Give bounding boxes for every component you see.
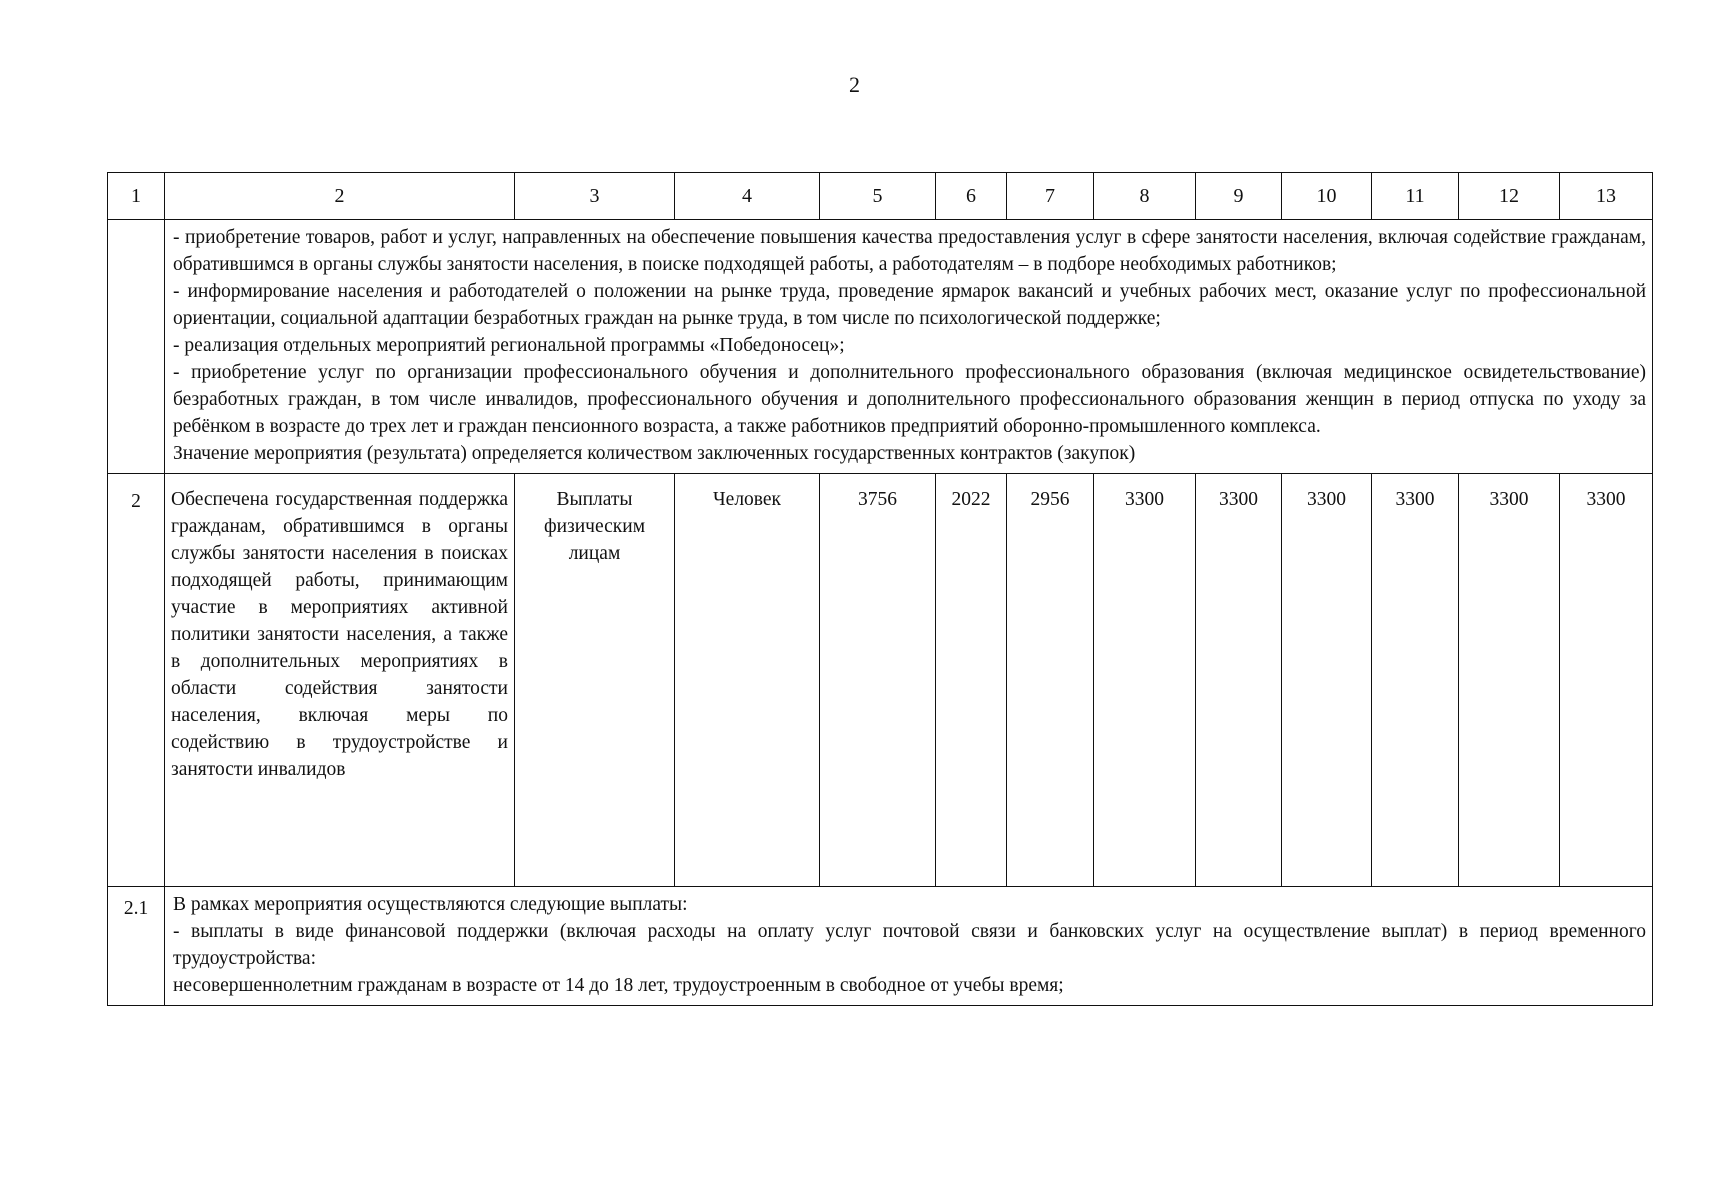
value-cell: 3300 <box>1282 474 1372 887</box>
value-cell: 3300 <box>1459 474 1560 887</box>
header-cell: 2 <box>165 173 515 220</box>
row-text-cell <box>165 887 1653 1006</box>
value-cell: 3300 <box>1094 474 1196 887</box>
header-cell: 6 <box>936 173 1007 220</box>
row-number: 2 <box>108 474 165 887</box>
paragraph: - выплаты в виде финансовой поддержки (включая расходы на оплату услуг почтовой связи и банковских услуг на осуществление выплат) в период временного трудоустройства: <box>173 921 1646 969</box>
value-cell: 2956 <box>1007 474 1094 887</box>
header-cell: 10 <box>1282 173 1372 220</box>
paragraph: несовершеннолетним гражданам в возрасте от 14 до 18 лет, трудоустроенным в свободное от учебы время; <box>173 975 1064 996</box>
header-cell: 4 <box>675 173 820 220</box>
value-cell: 3300 <box>1196 474 1282 887</box>
value-cell: 3300 <box>1372 474 1459 887</box>
result-type: Выплаты физическим лицам <box>515 474 675 887</box>
unit-of-measure: Человек <box>675 474 820 887</box>
row-text-cell <box>165 220 1653 474</box>
header-cell: 11 <box>1372 173 1459 220</box>
header-cell: 9 <box>1196 173 1282 220</box>
table-row <box>108 887 1653 1006</box>
page-number: 2 <box>849 72 860 97</box>
header-cell: 12 <box>1459 173 1560 220</box>
header-cell: 8 <box>1094 173 1196 220</box>
paragraph: - приобретение товаров, работ и услуг, направленных на обеспечение повышения качества предоставления услуг в сфере занятости населения, включая содействие гражданам, обратившимся в органы службы занятости населения, в поиске подходящей работы, а работодателям – в подборе необходимых работников; <box>173 227 1646 275</box>
table-row <box>108 474 1653 887</box>
row-number-cell <box>108 220 165 474</box>
value-cell: 2022 <box>936 474 1007 887</box>
header-row <box>108 173 1653 220</box>
paragraph: - реализация отдельных мероприятий региональной программы «Победоносец»; <box>173 335 845 356</box>
value-cell: 3756 <box>820 474 936 887</box>
header-cell: 5 <box>820 173 936 220</box>
header-cell: 7 <box>1007 173 1094 220</box>
header-cell: 3 <box>515 173 675 220</box>
row-number: 2.1 <box>108 887 165 1006</box>
header-cell: 13 <box>1560 173 1653 220</box>
paragraph: В рамках мероприятия осуществляются следующие выплаты: <box>173 894 688 915</box>
header-cell: 1 <box>108 173 165 220</box>
measures-table <box>107 172 1653 1006</box>
paragraph: - приобретение услуг по организации профессионального обучения и дополнительного профессионального образования (включая медицинское освидетельствование) безработных граждан, в том числе инвалидов, профессионального обучения и дополнительного профессионального образования женщин в период отпуска по уходу за ребёнком в возрасте до трех лет и граждан пенсионного возраста, а также работников предприятий оборонно-промышленного комплекса. <box>173 362 1646 437</box>
result-description: Обеспечена государственная поддержка гражданам, обратившимся в органы службы занятости населения в поисках подходящей работы, принимающим участие в мероприятиях активной политики занятости населения, а также в дополнительных мероприятиях в области содействия занятости населения, включая меры по содействию в трудоустройстве и занятости инвалидов <box>165 474 515 887</box>
paragraph: - информирование населения и работодателей о положении на рынке труда, проведение ярмарок вакансий и учебных рабочих мест, оказание услуг по профессиональной ориентации, социальной адаптации безработных граждан на рынке труда, в том числе по психологической поддержке; <box>173 281 1646 329</box>
paragraph: Значение мероприятия (результата) определяется количеством заключенных государственных контрактов (закупок) <box>173 443 1136 464</box>
value-cell: 3300 <box>1560 474 1653 887</box>
table-row <box>108 220 1653 474</box>
